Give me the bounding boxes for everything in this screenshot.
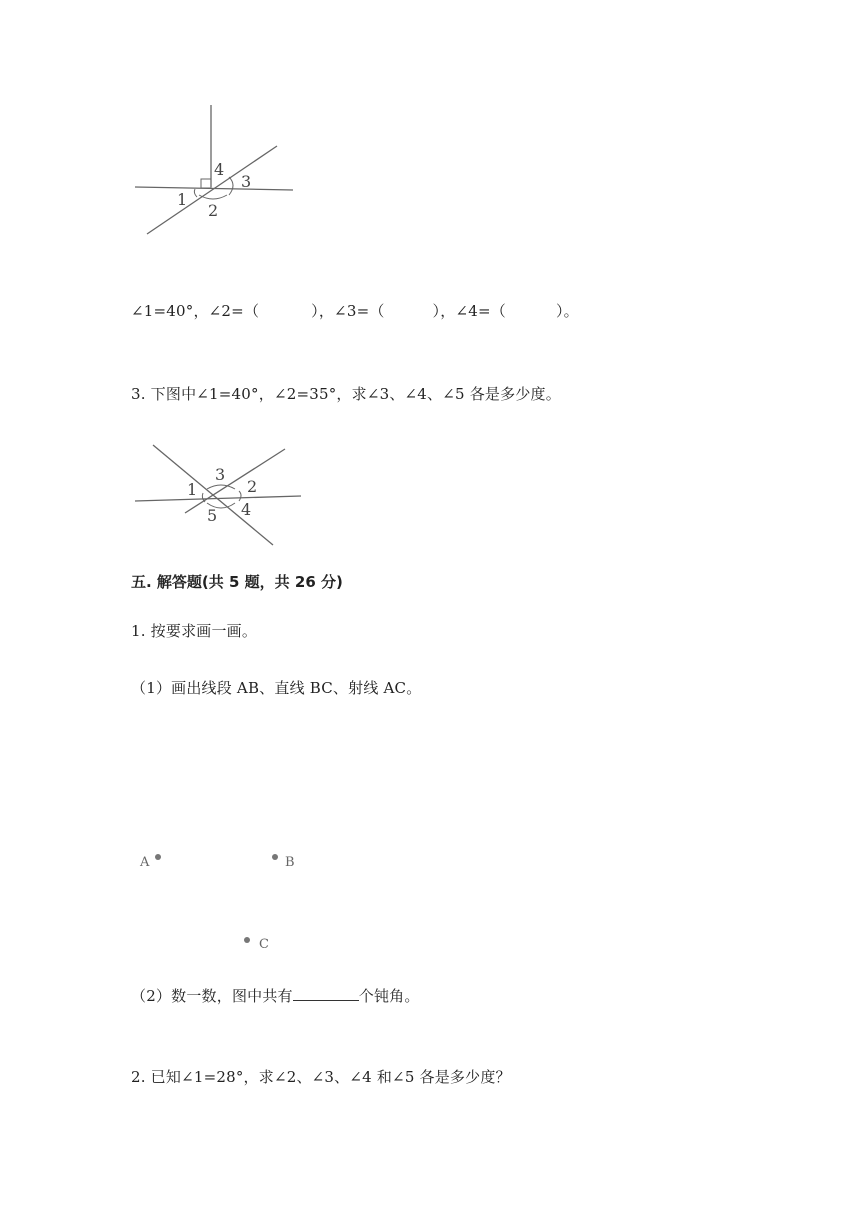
point-a — [155, 854, 161, 860]
section-heading: 五. 解答题(共 5 题，共 26 分) — [131, 573, 343, 591]
question-1-part-2 — [131, 985, 420, 1006]
angle-arc-3 — [229, 177, 233, 195]
question-3: 3. 下图中∠1=40°，∠2=35°，求∠3、∠4、∠5 各是多少度。 — [131, 385, 561, 403]
figure-angles-1 — [125, 95, 305, 245]
angle-label-4: 4 — [214, 160, 225, 179]
angle-label-2: 2 — [247, 477, 258, 496]
angle-label-3: 3 — [215, 465, 226, 484]
angle-label-2: 2 — [208, 201, 219, 220]
angle-arc-top — [207, 485, 235, 489]
line-c — [135, 496, 301, 501]
angle-label-5: 5 — [207, 506, 218, 525]
right-angle-mark — [201, 179, 211, 188]
answer-blank[interactable] — [293, 986, 359, 1001]
part-2-prefix: （2）数一数，图中共有 — [131, 987, 293, 1005]
angle-fill-question — [131, 300, 579, 321]
part-2-suffix: 个钝角。 — [358, 987, 420, 1005]
angle-label-1: 1 — [177, 190, 188, 209]
point-label-b: B — [285, 855, 295, 870]
point-label-a: A — [140, 855, 150, 870]
angle-label-3: 3 — [241, 172, 252, 191]
point-label-c: C — [259, 937, 269, 952]
figure-angles-2 — [125, 435, 310, 550]
question-2: 2. 已知∠1=28°，求∠2、∠3、∠4 和∠5 各是多少度？ — [131, 1068, 511, 1086]
question-1-part-1: （1）画出线段 AB、直线 BC、射线 AC。 — [131, 679, 422, 697]
angle-arc-1 — [194, 189, 197, 197]
fill-part-2: ），∠3=（ — [311, 302, 385, 320]
fill-part-4: ）。 — [555, 302, 579, 320]
angle-label-4: 4 — [241, 500, 252, 519]
point-c — [244, 937, 250, 943]
angle-label-1: 1 — [187, 480, 198, 499]
oblique-line — [147, 146, 277, 234]
fill-part-1: ∠1=40°，∠2=（ — [131, 302, 260, 320]
question-1-title: 1. 按要求画一画。 — [131, 622, 258, 640]
fill-part-3: ），∠4=（ — [432, 302, 506, 320]
point-b — [272, 854, 278, 860]
